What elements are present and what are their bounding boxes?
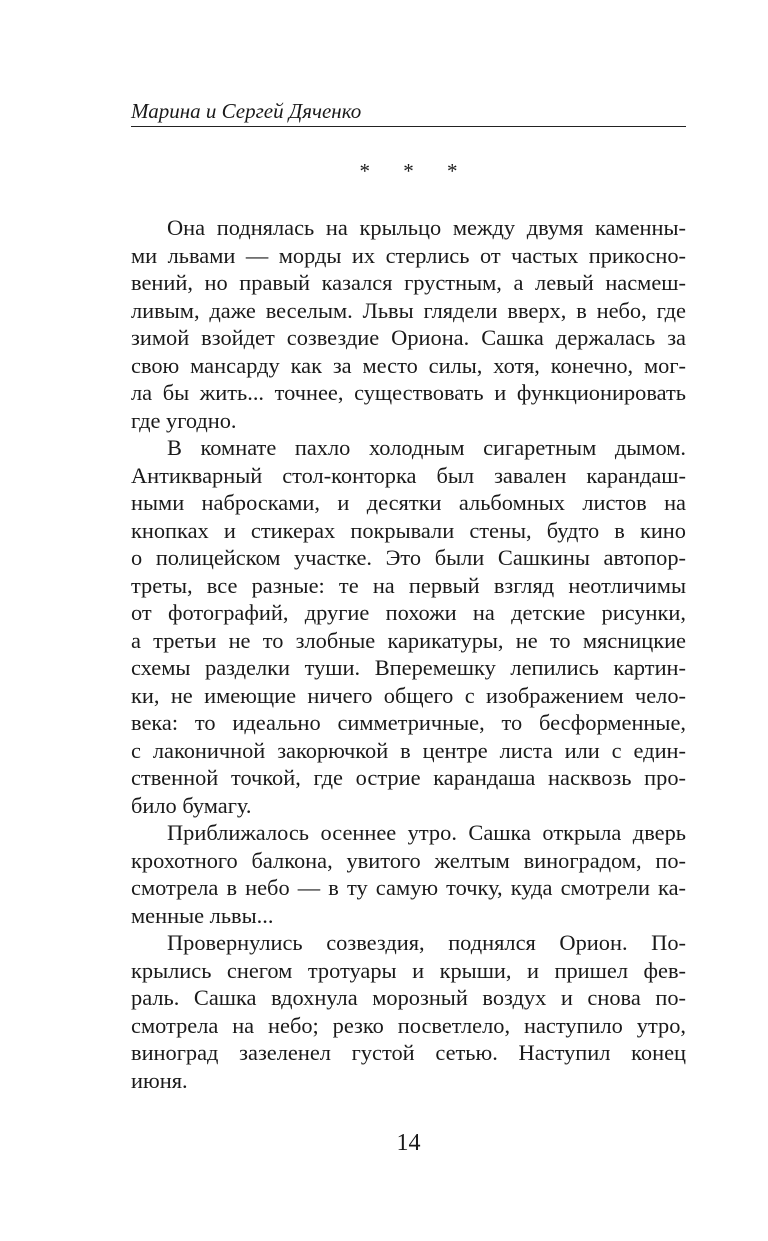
text-line: ла бы жить... точнее, существовать и функционировать — [131, 380, 686, 405]
text-line: смотрела на небо; резко посветлело, наступило утро, — [131, 1012, 686, 1038]
text-line: ливым, даже веселым. Львы глядели вверх, в небо, где — [131, 297, 686, 323]
paragraph — [131, 214, 686, 434]
text-line: ки, не имеющие ничего общего с изображением чело- — [131, 682, 686, 708]
text-line: ными набросками, и десятки альбомных листов на — [131, 490, 686, 515]
text-line: свою мансарду как за место силы, хотя, конечно, мог- — [131, 352, 686, 378]
text-line: раль. Сашка вдохнула морозный воздух и снова по- — [131, 985, 686, 1010]
text-line: крылись снегом тротуары и крыши, и пришел фев- — [131, 957, 686, 983]
header-rule — [131, 126, 686, 127]
paragraph — [131, 434, 686, 819]
text-line: кнопках и стикерах покрывали стены, будто в кино — [131, 517, 686, 543]
text-line: о полицейском участке. Это были Сашкины автопор- — [131, 545, 686, 570]
text-line: Провернулись созвездия, поднялся Орион. По- — [167, 930, 686, 955]
text-line: века: то идеально симметричные, то бесформенные, — [131, 710, 686, 735]
text-line: июня. — [131, 1067, 188, 1093]
paragraph — [131, 819, 686, 929]
text-line: В комнате пахло холодным сигаретным дымом. — [167, 435, 686, 460]
text-line: от фотографий, другие похожи на детские рисунки, — [131, 600, 686, 625]
text-line: било бумагу. — [131, 792, 252, 818]
text-line: треты, все разные: те на первый взгляд неотличимы — [131, 572, 686, 598]
text-line: Приближалось осеннее утро. Сашка открыла дверь — [167, 820, 686, 845]
text-line: менные львы... — [131, 902, 274, 928]
running-header: Марина и Сергей Дяченко — [131, 99, 362, 123]
body-text — [131, 214, 686, 1094]
section-break: * * * — [359, 159, 472, 183]
text-line: зимой взойдет созвездие Ориона. Сашка держалась за — [131, 325, 686, 350]
text-line: с лаконичной закорючкой в центре листа или с един- — [131, 737, 686, 763]
text-line: вений, но правый казался грустным, а левый насмеш- — [131, 270, 686, 295]
text-line: где угодно. — [131, 407, 237, 433]
text-line: ми львами — морды их стерлись от частых прикосно- — [131, 242, 686, 268]
page-number: 14 — [396, 1130, 421, 1156]
text-line: схемы разделки туши. Вперемешку лепились картин- — [131, 655, 686, 680]
paragraph — [131, 929, 686, 1094]
text-line: Она поднялась на крыльцо между двумя каменны- — [167, 215, 686, 240]
text-line: виноград зазеленел густой сетью. Наступил конец — [131, 1040, 686, 1065]
text-line: ственной точкой, где острие карандаша насквозь про- — [131, 765, 686, 790]
text-line: Антикварный стол-конторка был завален карандаш- — [131, 462, 686, 488]
text-line: крохотного балкона, увитого желтым виноградом, по- — [131, 847, 686, 873]
text-line: а третьи не то злобные карикатуры, не то мясницкие — [131, 627, 686, 653]
text-line: смотрела в небо — в ту самую точку, куда смотрели ка- — [131, 875, 686, 900]
